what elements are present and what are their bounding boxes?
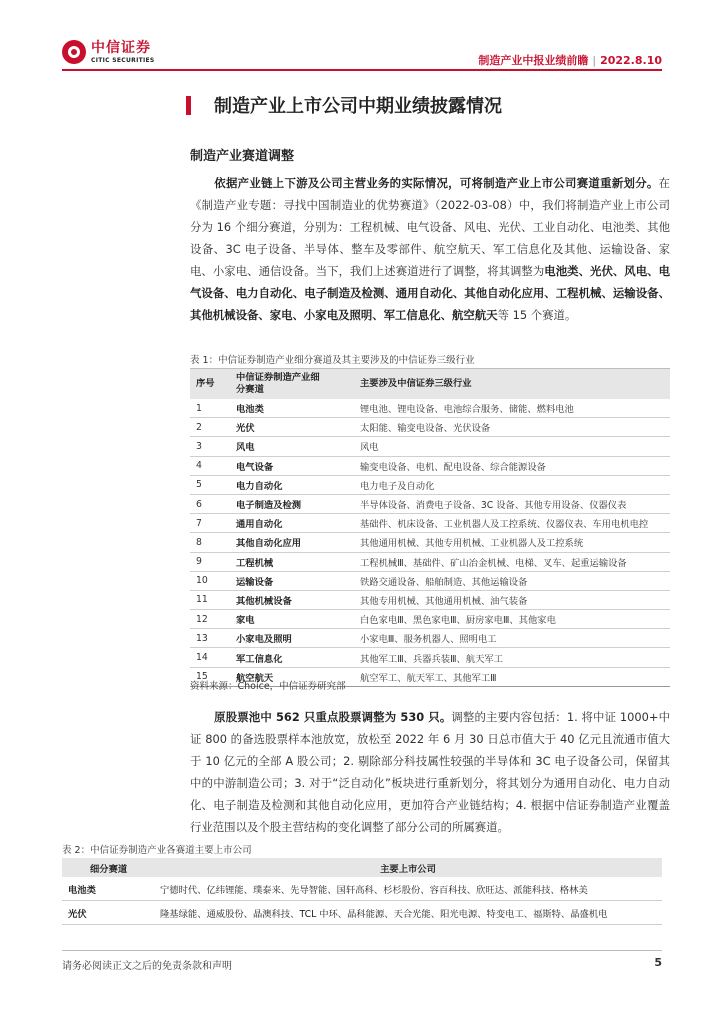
row-index: 7 bbox=[190, 514, 230, 533]
row-track-name: 光伏 bbox=[62, 901, 154, 925]
table-row bbox=[190, 475, 670, 494]
row-index: 9 bbox=[190, 552, 230, 571]
table-row bbox=[62, 877, 662, 901]
row-industries: 其他专用机械、其他通用机械、油气装备 bbox=[354, 590, 670, 609]
subsection-title: 制造产业赛道调整 bbox=[190, 149, 295, 164]
row-index: 1 bbox=[190, 399, 230, 418]
table-row bbox=[190, 648, 670, 667]
paragraph2-lead: 原股票池中 562 只重点股票调整为 530 只。 bbox=[214, 710, 452, 724]
row-track-name: 航空航天 bbox=[230, 667, 354, 686]
table-row bbox=[190, 552, 670, 571]
row-industries: 铁路交通设备、船舶制造、其他运输设备 bbox=[354, 571, 670, 590]
row-track-name: 家电 bbox=[230, 610, 354, 629]
table1-source: 资料来源：Choice，中信证券研究部 bbox=[190, 681, 346, 692]
table-row bbox=[190, 590, 670, 609]
footer-divider bbox=[62, 950, 662, 951]
row-track-name: 电池类 bbox=[62, 877, 154, 901]
header-divider bbox=[62, 69, 662, 71]
row-industries: 太阳能、输变电设备、光伏设备 bbox=[354, 418, 670, 437]
row-industries: 基础件、机床设备、工业机器人及工控系统、仪器仪表、车用电机电控 bbox=[354, 514, 670, 533]
row-track-name: 光伏 bbox=[230, 418, 354, 437]
logo-en-text: CITIC SECURITIES bbox=[91, 56, 155, 64]
track-companies-table bbox=[62, 858, 662, 925]
row-industries: 风电 bbox=[354, 437, 670, 456]
citic-logo bbox=[62, 36, 155, 68]
table-row bbox=[62, 901, 662, 925]
report-header: 制造产业中报业绩前瞻 | 2022.8.10 bbox=[478, 54, 662, 67]
table-row bbox=[190, 629, 670, 648]
row-index: 5 bbox=[190, 475, 230, 494]
paragraph-stock-pool bbox=[190, 706, 670, 838]
table-header-row bbox=[190, 369, 670, 400]
row-index: 15 bbox=[190, 667, 230, 686]
row-track-name: 工程机械 bbox=[230, 552, 354, 571]
col-header-track: 中信证券制造产业细分赛道 bbox=[230, 369, 354, 400]
col-header-industries: 主要涉及中信证券三级行业 bbox=[354, 369, 670, 400]
row-track-name: 小家电及照明 bbox=[230, 629, 354, 648]
page-number: 5 bbox=[654, 956, 662, 969]
row-industries: 其他军工Ⅲ、兵器兵装Ⅲ、航天军工 bbox=[354, 648, 670, 667]
row-track-name: 其他机械设备 bbox=[230, 590, 354, 609]
row-index: 10 bbox=[190, 571, 230, 590]
table-row bbox=[190, 533, 670, 552]
table-row bbox=[190, 610, 670, 629]
row-track-name: 电子制造及检测 bbox=[230, 494, 354, 513]
col-header-track: 细分赛道 bbox=[62, 858, 154, 877]
row-industries: 输变电设备、电机、配电设备、综合能源设备 bbox=[354, 456, 670, 475]
row-track-name: 电气设备 bbox=[230, 456, 354, 475]
row-index: 2 bbox=[190, 418, 230, 437]
row-index: 6 bbox=[190, 494, 230, 513]
table-row bbox=[190, 456, 670, 475]
col-header-index: 序号 bbox=[190, 369, 230, 400]
row-track-name: 通用自动化 bbox=[230, 514, 354, 533]
track-industry-table bbox=[190, 368, 670, 687]
table-row bbox=[190, 437, 670, 456]
row-industries: 小家电Ⅲ、服务机器人、照明电工 bbox=[354, 629, 670, 648]
row-industries: 其他通用机械、其他专用机械、工业机器人及工控系统 bbox=[354, 533, 670, 552]
col-header-companies: 主要上市公司 bbox=[154, 858, 662, 877]
row-track-name: 军工信息化 bbox=[230, 648, 354, 667]
table-header-row bbox=[62, 858, 662, 877]
paragraph1-lead: 依据产业链上下游及公司主营业务的实际情况，可将制造产业上市公司赛道重新划分。 bbox=[214, 176, 659, 190]
report-date: 2022.8.10 bbox=[600, 54, 662, 67]
row-industries: 白色家电Ⅲ、黑色家电Ⅲ、厨房家电Ⅲ、其他家电 bbox=[354, 610, 670, 629]
paragraph1-bold-tracks: 电池类、光伏、风电、电气设备、电力自动化、电子制造及检测、通用自动化、其他自动化应用、工程机械、运输设备、其他机械设备、家电、小家电及照明、军工信息化、航空航天 bbox=[190, 264, 670, 322]
row-index: 14 bbox=[190, 648, 230, 667]
table-row bbox=[190, 399, 670, 418]
row-index: 13 bbox=[190, 629, 230, 648]
row-track-name: 其他自动化应用 bbox=[230, 533, 354, 552]
logo-cn-text: 中信证券 bbox=[91, 39, 151, 56]
report-title: 制造产业中报业绩前瞻 bbox=[478, 54, 589, 67]
footer-disclaimer: 请务必阅读正文之后的免责条款和声明 bbox=[62, 961, 232, 972]
row-track-name: 风电 bbox=[230, 437, 354, 456]
paragraph1-tail: 等 15 个赛道。 bbox=[497, 308, 577, 322]
table-row bbox=[190, 514, 670, 533]
row-industries: 电力电子及自动化 bbox=[354, 475, 670, 494]
row-track-name: 运输设备 bbox=[230, 571, 354, 590]
row-index: 4 bbox=[190, 456, 230, 475]
section-title: 制造产业上市公司中期业绩披露情况 bbox=[214, 96, 502, 117]
row-industries: 工程机械Ⅲ、基础件、矿山冶金机械、电梯、叉车、起重运输设备 bbox=[354, 552, 670, 571]
table-row bbox=[190, 418, 670, 437]
row-industries: 半导体设备、消费电子设备、3C 设备、其他专用设备、仪器仪表 bbox=[354, 494, 670, 513]
section-title-bar bbox=[186, 96, 191, 115]
paragraph2-body: 调整的主要内容包括：1. 将中证 1000+中证 800 的备选股票样本池放宽，放松至 2022 年 6 月 30 日总市值大于 40 亿元且流通市值大于 10 亿元的全部 A 股公司；2. 剔除部分科技属性较强的半导体和 3C 电子设备公司，保留其中的中游制造公司；3. 对于“泛自动化”板块进行重新划分，将其划分为通用自动化、电力自动化、电子制造及检测和其他自动化应用，更加符合产业链结构；4. 根据中信证券制造产业覆盖行业范围以及个股主营结构的变化调整了部分公司的所属赛道。 bbox=[190, 710, 670, 834]
row-industries: 航空军工、航天军工、其他军工Ⅲ bbox=[354, 667, 670, 686]
table-row bbox=[190, 571, 670, 590]
paragraph-track-adjustment bbox=[190, 172, 670, 326]
row-index: 11 bbox=[190, 590, 230, 609]
row-companies: 宁德时代、亿纬锂能、璞泰来、先导智能、国轩高科、杉杉股份、容百科技、欣旺达、派能科技、格林美 bbox=[154, 877, 662, 901]
citic-logo-icon bbox=[62, 40, 86, 64]
table2-caption: 表 2：中信证券制造产业各赛道主要上市公司 bbox=[62, 845, 252, 856]
row-track-name: 电力自动化 bbox=[230, 475, 354, 494]
row-track-name: 电池类 bbox=[230, 399, 354, 418]
paragraph1-body: 在《制造产业专题：寻找中国制造业的优势赛道》（2022-03-08）中，我们将制造产业上市公司分为 16 个细分赛道，分别为：工程机械、电气设备、风电、光伏、工业自动化、电池类、其他设备、3C 电子设备、半导体、整车及零部件、航空航天、军工信息化及其他、运输设备、家电、小家电、通信设备。当下，我们上述赛道进行了调整，将其调整为 bbox=[190, 176, 670, 278]
row-companies: 隆基绿能、通威股份、晶澳科技、TCL 中环、晶科能源、天合光能、阳光电源、特变电工、福斯特、晶盛机电 bbox=[154, 901, 662, 925]
row-index: 3 bbox=[190, 437, 230, 456]
table-row bbox=[190, 494, 670, 513]
row-industries: 锂电池、锂电设备、电池综合服务、储能、燃料电池 bbox=[354, 399, 670, 418]
row-index: 12 bbox=[190, 610, 230, 629]
table1-caption: 表 1：中信证券制造产业细分赛道及其主要涉及的中信证券三级行业 bbox=[190, 355, 475, 366]
row-index: 8 bbox=[190, 533, 230, 552]
